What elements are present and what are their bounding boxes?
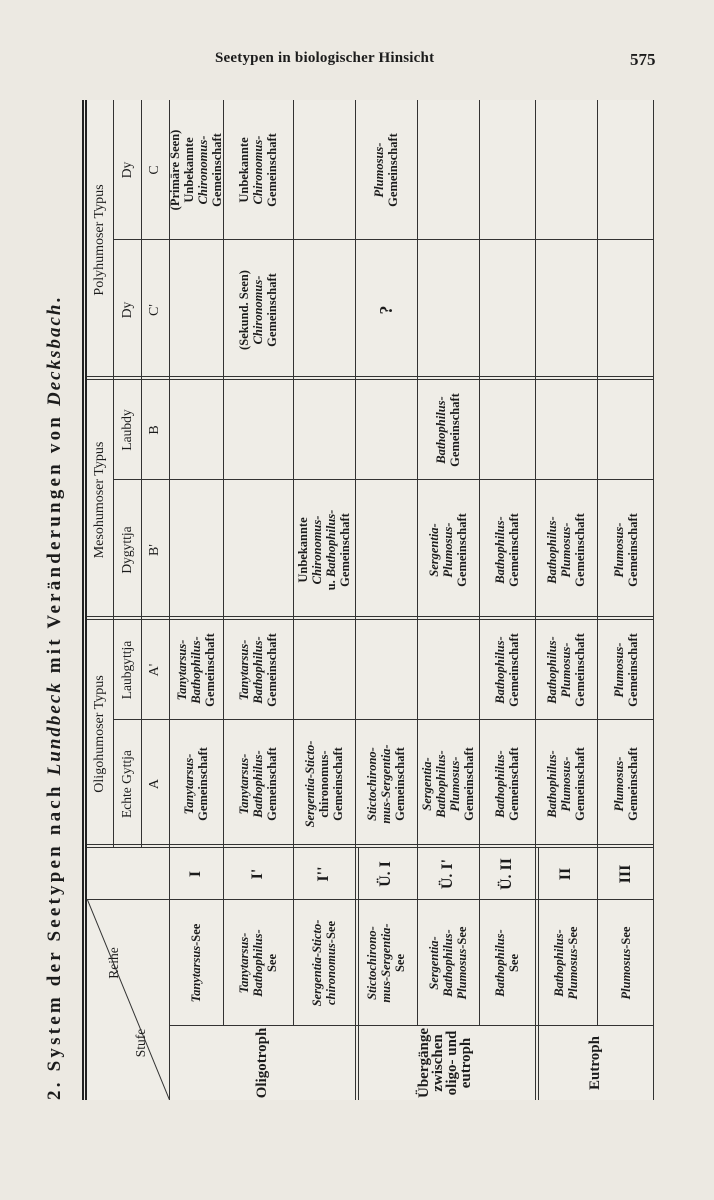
column-subhead: Laubdy — [119, 409, 134, 451]
reihe-cell: Tanytarsus- Bathophilus- See — [237, 929, 279, 997]
table-cell: Sergentia- Bathophilus- Plumosus- Gemeinschaft — [420, 747, 476, 821]
table-rule — [223, 100, 224, 848]
table-cell: ? — [376, 305, 396, 315]
column-code: B' — [147, 544, 162, 556]
table-cell: (Sekund. Seen) Chironomus- Gemeinschaft — [237, 270, 279, 350]
reihe-cell: Tanytarsus-See — [189, 923, 203, 1003]
table-rule — [479, 100, 480, 848]
group-header: Oligohumoser Typus — [92, 675, 107, 793]
roman-numeral: I' — [249, 868, 266, 880]
table-rule — [113, 239, 653, 240]
table-rule — [113, 100, 114, 848]
column-subhead: Dy — [119, 301, 134, 319]
reihe-cell: Bathophilus- Plumosus-See — [552, 926, 580, 1000]
roman-numeral: III — [616, 864, 634, 884]
table-cell: Tanytarsus- Bathophilus- Gemeinschaft — [237, 747, 279, 821]
rotated-table-block — [34, 100, 654, 1100]
column-code: A — [147, 778, 162, 790]
reihe-cell: Bathophilus- See — [493, 929, 521, 997]
column-subhead: Echte Gyttja — [119, 750, 134, 818]
group-header: Mesohumoser Typus — [92, 441, 107, 559]
table-cell: Sergentia-Sticto- chironomus- Gemeinschaft — [303, 740, 345, 828]
table-rule — [87, 376, 653, 380]
table-cell: Bathophilus- Gemeinschaft — [434, 393, 462, 467]
head-stufe: Stufe — [133, 1028, 148, 1058]
seetypen-table — [82, 100, 654, 1100]
column-subhead: Dy — [119, 161, 134, 179]
table-rule — [535, 100, 536, 848]
page-number: 575 — [630, 50, 656, 69]
table-rule — [597, 100, 598, 848]
table-rule — [113, 719, 653, 720]
group-header: Polyhumoser Typus — [92, 184, 107, 296]
table-cell: Bathophilus- Gemeinschaft — [493, 747, 521, 821]
table-cell: Bathophilus- Plumosus- Gemeinschaft — [545, 513, 587, 587]
head-reihe: Reihe — [106, 947, 121, 979]
table-cell: Sergentia- Plumosus- Gemeinschaft — [427, 513, 469, 587]
table-rule — [293, 100, 294, 848]
running-head: Seetypen in biologischer Hinsicht — [215, 50, 435, 66]
reihe-cell: Plumosus-See — [618, 926, 633, 1000]
reihe-cell: Sergentia- Bathophilus- Plumosus-See — [427, 926, 469, 1000]
table-cell: Plumosus- Gemeinschaft — [611, 747, 640, 821]
table-rule — [141, 100, 142, 848]
table-cell: Tanytarsus- Gemeinschaft — [182, 747, 210, 821]
table-rule — [417, 100, 418, 848]
table-rule — [87, 899, 653, 900]
table-cell: Plumosus- Gemeinschaft — [611, 513, 640, 587]
table-rule — [169, 100, 170, 1100]
table-title: 2. System der Seetypen nach Lundbeck mit Veränderungen von Decksbach. — [44, 294, 65, 1100]
table-rule — [87, 616, 653, 620]
table-cell: Bathophilus- Gemeinschaft — [493, 513, 521, 587]
table-cell: Plumosus- Gemeinschaft — [372, 133, 400, 207]
table-rule — [355, 848, 359, 1100]
table-cell: Unbekannte Chironomus- u. Bathophilus- Gemeinschaft — [296, 509, 352, 591]
table-cell: Stictochirono- mus-Sergentia- Gemeinschaft — [365, 744, 407, 824]
table-cell: (Primäre Seen) Unbekannte Chironomus- Gemeinschaft — [168, 129, 224, 211]
table-rule — [113, 479, 653, 480]
roman-numeral: II — [557, 867, 574, 881]
stufe-label: Eutroph — [586, 1036, 603, 1090]
roman-numeral: Ü. II — [498, 858, 515, 891]
roman-numeral: I — [187, 870, 204, 878]
table-cell: Tanytarsus- Bathophilus- Gemeinschaft — [237, 633, 279, 707]
table-rule — [87, 844, 653, 848]
table-cell: Unbekannte Chironomus- Gemeinschaft — [237, 133, 279, 207]
table-rule — [355, 100, 356, 848]
roman-numeral: I'' — [315, 866, 332, 882]
roman-numeral: Ü. I — [377, 861, 394, 887]
table-cell: Plumosus- Gemeinschaft — [611, 633, 640, 707]
column-subhead: Laubgyttja — [119, 640, 134, 700]
table-cell: Bathophilus- Plumosus- Gemeinschaft — [545, 747, 587, 821]
column-code: B — [147, 425, 162, 435]
table-cell: Bathophilus- Plumosus- Gemeinschaft — [545, 633, 587, 707]
reihe-cell: Sergentia-Sticto- chironomus-See — [310, 919, 338, 1007]
stufe-label: Oligotroph — [254, 1027, 270, 1099]
column-code: C' — [147, 304, 162, 316]
table-rule — [169, 1025, 653, 1026]
column-subhead: Dygyttja — [119, 526, 134, 574]
table-rule — [535, 848, 539, 1100]
roman-numeral: Ü. I' — [439, 858, 456, 890]
stufe-label: Übergänge zwischen oligo- und eutroph — [416, 1028, 474, 1098]
table-cell: Bathophilus- Gemeinschaft — [493, 633, 521, 707]
reihe-cell: Stictochirono- mus-Sergentia- See — [365, 923, 407, 1003]
table-cell: Tanytarsus- Bathophilus- Gemeinschaft — [175, 633, 217, 707]
column-code: C — [147, 165, 162, 175]
column-code: A' — [147, 663, 162, 677]
